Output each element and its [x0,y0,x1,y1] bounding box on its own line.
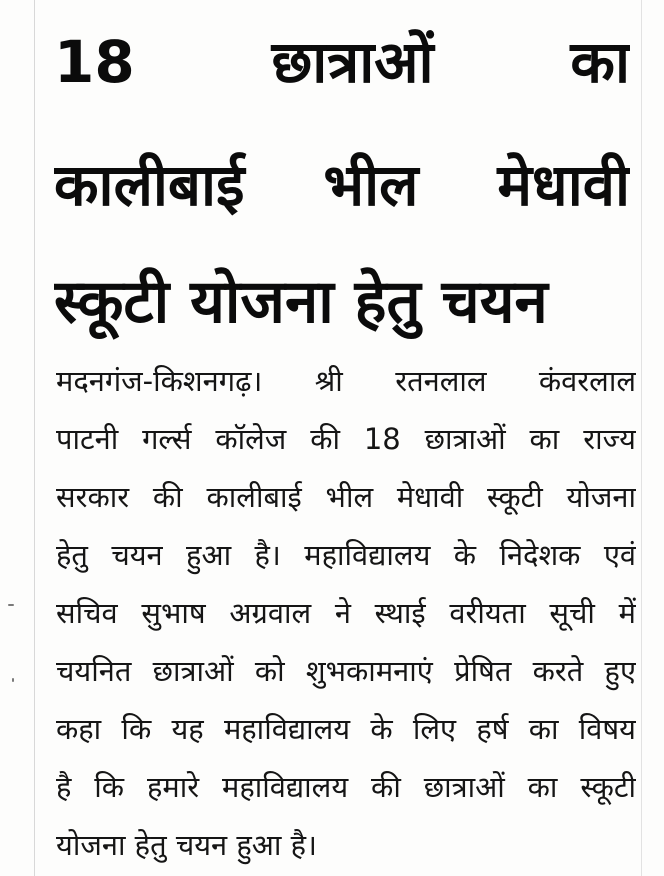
body-line: पाटनी गर्ल्स कॉलेज की 18 छात्राओं का राज्य [56,422,636,456]
body-line: है कि हमारे महाविद्यालय की छात्राओं का स्कूटी [56,770,636,804]
headline-word: 18 [54,28,135,96]
article-body [56,352,636,874]
headline-word: मेधावी [497,151,630,219]
body-line: कहा कि यह महाविद्यालय के लिए हर्ष का विषय [56,712,636,746]
body-line: सरकार की कालीबाई भील मेधावी स्कूटी योजना [56,480,636,514]
scan-speck [12,678,14,682]
body-line-last: योजना हेतु चयन हुआ है। [56,828,318,862]
headline-word: भील [323,151,419,219]
headline-word: छात्राओं [271,28,434,96]
scan-speck [8,604,14,606]
headline-line-3: स्कूटी योजना हेतु चयन [54,267,548,337]
body-line: चयनित छात्राओं को शुभकामनाएं प्रेषित करते हुए [56,654,636,688]
headline-line-1 [54,22,630,102]
headline-line-2 [54,145,630,225]
headline-word: का [570,28,630,96]
clipping-right-edge [641,0,642,876]
body-line: मदनगंज-किशनगढ़। श्री रतनलाल कंवरलाल [56,364,636,398]
headline-word: कालीबाई [54,151,245,219]
clipping-left-edge [34,0,35,876]
body-line: हेतु चयन हुआ है। महाविद्यालय के निदेशक एवं [56,538,636,572]
body-line: सचिव सुभाष अग्रवाल ने स्थाई वरीयता सूची में [56,596,636,630]
